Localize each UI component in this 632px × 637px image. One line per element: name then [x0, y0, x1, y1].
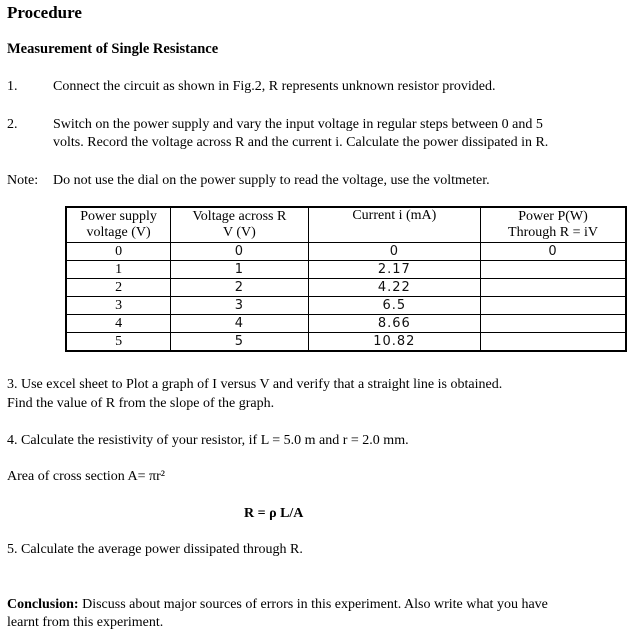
- note-label: Note:: [7, 173, 39, 188]
- cell-supply: 1: [66, 261, 171, 279]
- conclusion-label: Conclusion:: [7, 597, 79, 612]
- step-2-line-2: volts. Record the voltage across R and the current i. Calculate the power dissipated in R.: [53, 135, 549, 150]
- header-power-line-1: Power P(W): [518, 209, 588, 224]
- table-row: [66, 297, 626, 315]
- cell-current: 10.82: [308, 333, 480, 352]
- cell-supply: 2: [66, 279, 171, 297]
- header-current-line-1: Current i (mA): [352, 208, 437, 223]
- table-row: [66, 315, 626, 333]
- cell-current: 8.66: [308, 315, 480, 333]
- table-row: [66, 279, 626, 297]
- step-2-number: 2.: [7, 117, 18, 132]
- table-header-row: [66, 207, 626, 243]
- cell-power: [480, 297, 626, 315]
- cell-supply: 5: [66, 333, 171, 352]
- cell-voltage: 5: [171, 333, 309, 352]
- cell-voltage: 1: [171, 261, 309, 279]
- table-row: [66, 333, 626, 352]
- step-4-text: 4. Calculate the resistivity of your resistor, if L = 5.0 m and r = 2.0 mm.: [7, 433, 409, 448]
- step-3-line-1: 3. Use excel sheet to Plot a graph of I versus V and verify that a straight line is obtained.: [7, 377, 503, 392]
- cell-power: 0: [480, 243, 626, 261]
- conclusion-line-1: [7, 597, 548, 613]
- note-text: Do not use the dial on the power supply to read the voltage, use the voltmeter.: [53, 173, 490, 188]
- section-title: Measurement of Single Resistance: [7, 41, 219, 57]
- cell-supply: 3: [66, 297, 171, 315]
- step-1-number: 1.: [7, 79, 18, 94]
- header-voltage-across-r: [171, 207, 309, 243]
- header-current: [308, 207, 480, 243]
- header-voltage-line-2: V (V): [223, 225, 256, 240]
- cell-power: [480, 279, 626, 297]
- table-row: [66, 243, 626, 261]
- cell-current: 2.17: [308, 261, 480, 279]
- conclusion-line-2: learnt from this experiment.: [7, 615, 164, 630]
- resistance-formula: R = ρ L/A: [244, 506, 304, 521]
- cell-voltage: 0: [171, 243, 309, 261]
- area-text: Area of cross section A= πr²: [7, 469, 165, 484]
- cell-voltage: 4: [171, 315, 309, 333]
- page-title: Procedure: [7, 3, 82, 22]
- cell-power: [480, 333, 626, 352]
- header-supply-line-1: Power supply: [80, 209, 157, 224]
- step-2-line-1: Switch on the power supply and vary the input voltage in regular steps between 0 and 5: [53, 117, 543, 132]
- measurement-table: [65, 206, 627, 352]
- step-3-line-2: Find the value of R from the slope of the graph.: [7, 396, 275, 411]
- cell-power: [480, 315, 626, 333]
- header-power: [480, 207, 626, 243]
- cell-current: 6.5: [308, 297, 480, 315]
- cell-voltage: 3: [171, 297, 309, 315]
- table-row: [66, 261, 626, 279]
- cell-current: 0: [308, 243, 480, 261]
- cell-current: 4.22: [308, 279, 480, 297]
- header-voltage-line-1: Voltage across R: [192, 209, 287, 224]
- step-5-text: 5. Calculate the average power dissipated through R.: [7, 542, 303, 557]
- step-1-text: Connect the circuit as shown in Fig.2, R represents unknown resistor provided.: [53, 79, 496, 94]
- header-supply-voltage: [66, 207, 171, 243]
- header-power-line-2: Through R = iV: [508, 225, 598, 240]
- cell-voltage: 2: [171, 279, 309, 297]
- cell-power: [480, 261, 626, 279]
- header-supply-line-2: voltage (V): [86, 225, 151, 240]
- cell-supply: 4: [66, 315, 171, 333]
- conclusion-text: Discuss about major sources of errors in this experiment. Also write what you have: [78, 597, 548, 612]
- cell-supply: 0: [66, 243, 171, 261]
